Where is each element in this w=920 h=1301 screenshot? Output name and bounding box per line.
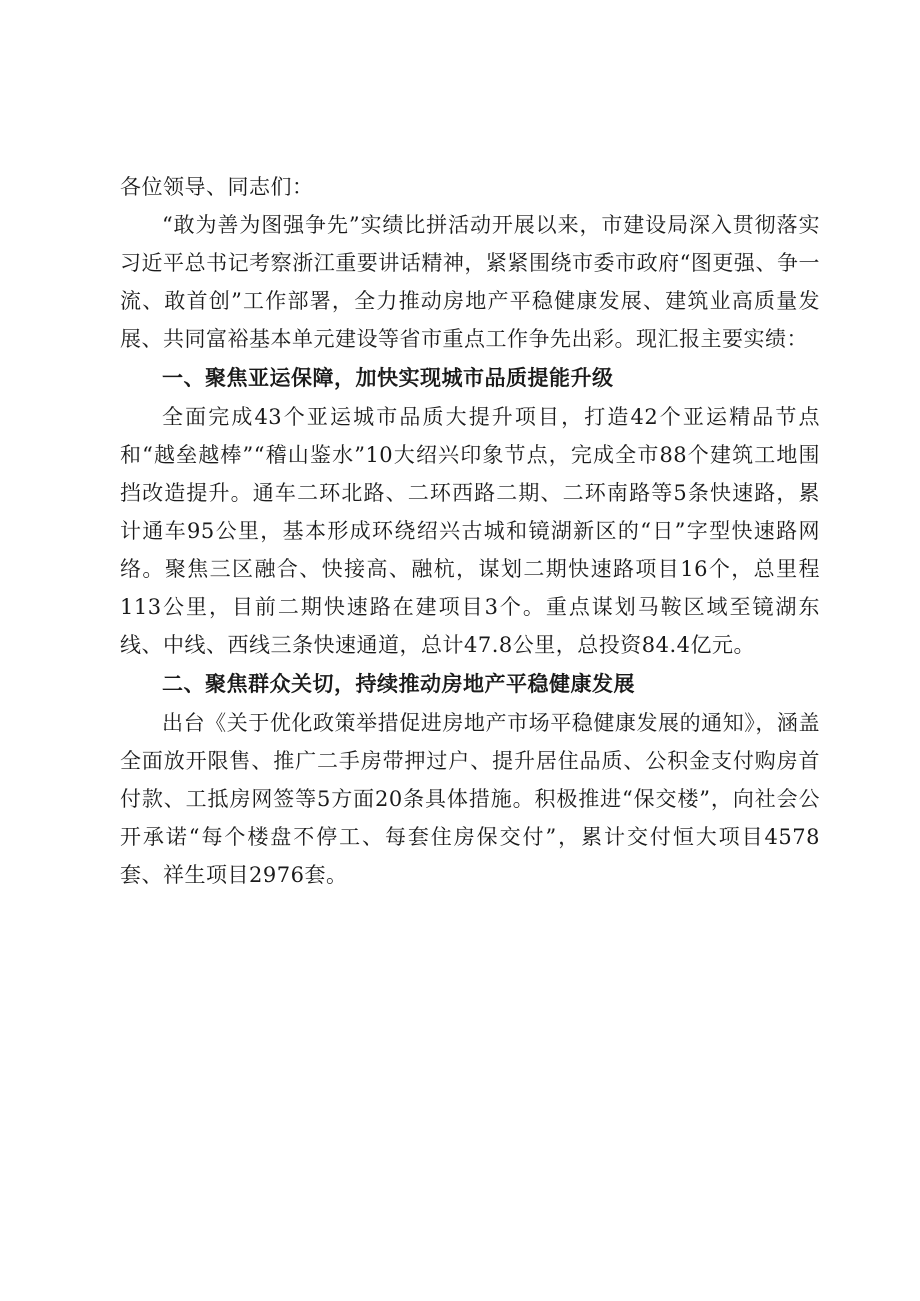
section-body-2: 出台《关于优化政策举措促进房地产市场平稳健康发展的通知》，涵盖全面放开限售、推广二手房带押过户、提升居住品质、公积金支付购房首付款、工抵房网签等5方面20条具体措施。积极推进“保交楼”，向社会公开承诺“每个楼盘不停工、每套住房保交付”，累计交付恒大项目4578套、祥生项目2976套。 <box>120 711 820 887</box>
document-page <box>120 168 820 894</box>
section-heading-2: 二、聚焦群众关切，持续推动房地产平稳健康发展 <box>162 672 635 696</box>
intro-paragraph: “敢为善为图强争先”实绩比拼活动开展以来，市建设局深入贯彻落实习近平总书记考察浙江重要讲话精神，紧紧围绕市委市政府“图更强、争一流、敢首创”工作部署，全力推动房地产平稳健康发展、建筑业高质量发展、共同富裕基本单元建设等省市重点工作争先出彩。现汇报主要实绩： <box>120 213 820 351</box>
salutation: 各位领导、同志们： <box>120 175 314 199</box>
section-heading-1: 一、聚焦亚运保障，加快实现城市品质提能升级 <box>162 366 614 390</box>
section-body-1: 全面完成43个亚运城市品质大提升项目，打造42个亚运精品节点和“越垒越棒”“稽山鉴水”10大绍兴印象节点，完成全市88个建筑工地围挡改造提升。通车二环北路、二环西路二期、二环南路等5条快速路，累计通车95公里，基本形成环绕绍兴古城和镜湖新区的“日”字型快速路网络。聚焦三区融合、快接高、融杭，谋划二期快速路项目16个，总里程113公里，目前二期快速路在建项目3个。重点谋划马鞍区域至镜湖东线、中线、西线三条快速通道，总计47.8公里，总投资84.4亿元。 <box>120 405 820 657</box>
